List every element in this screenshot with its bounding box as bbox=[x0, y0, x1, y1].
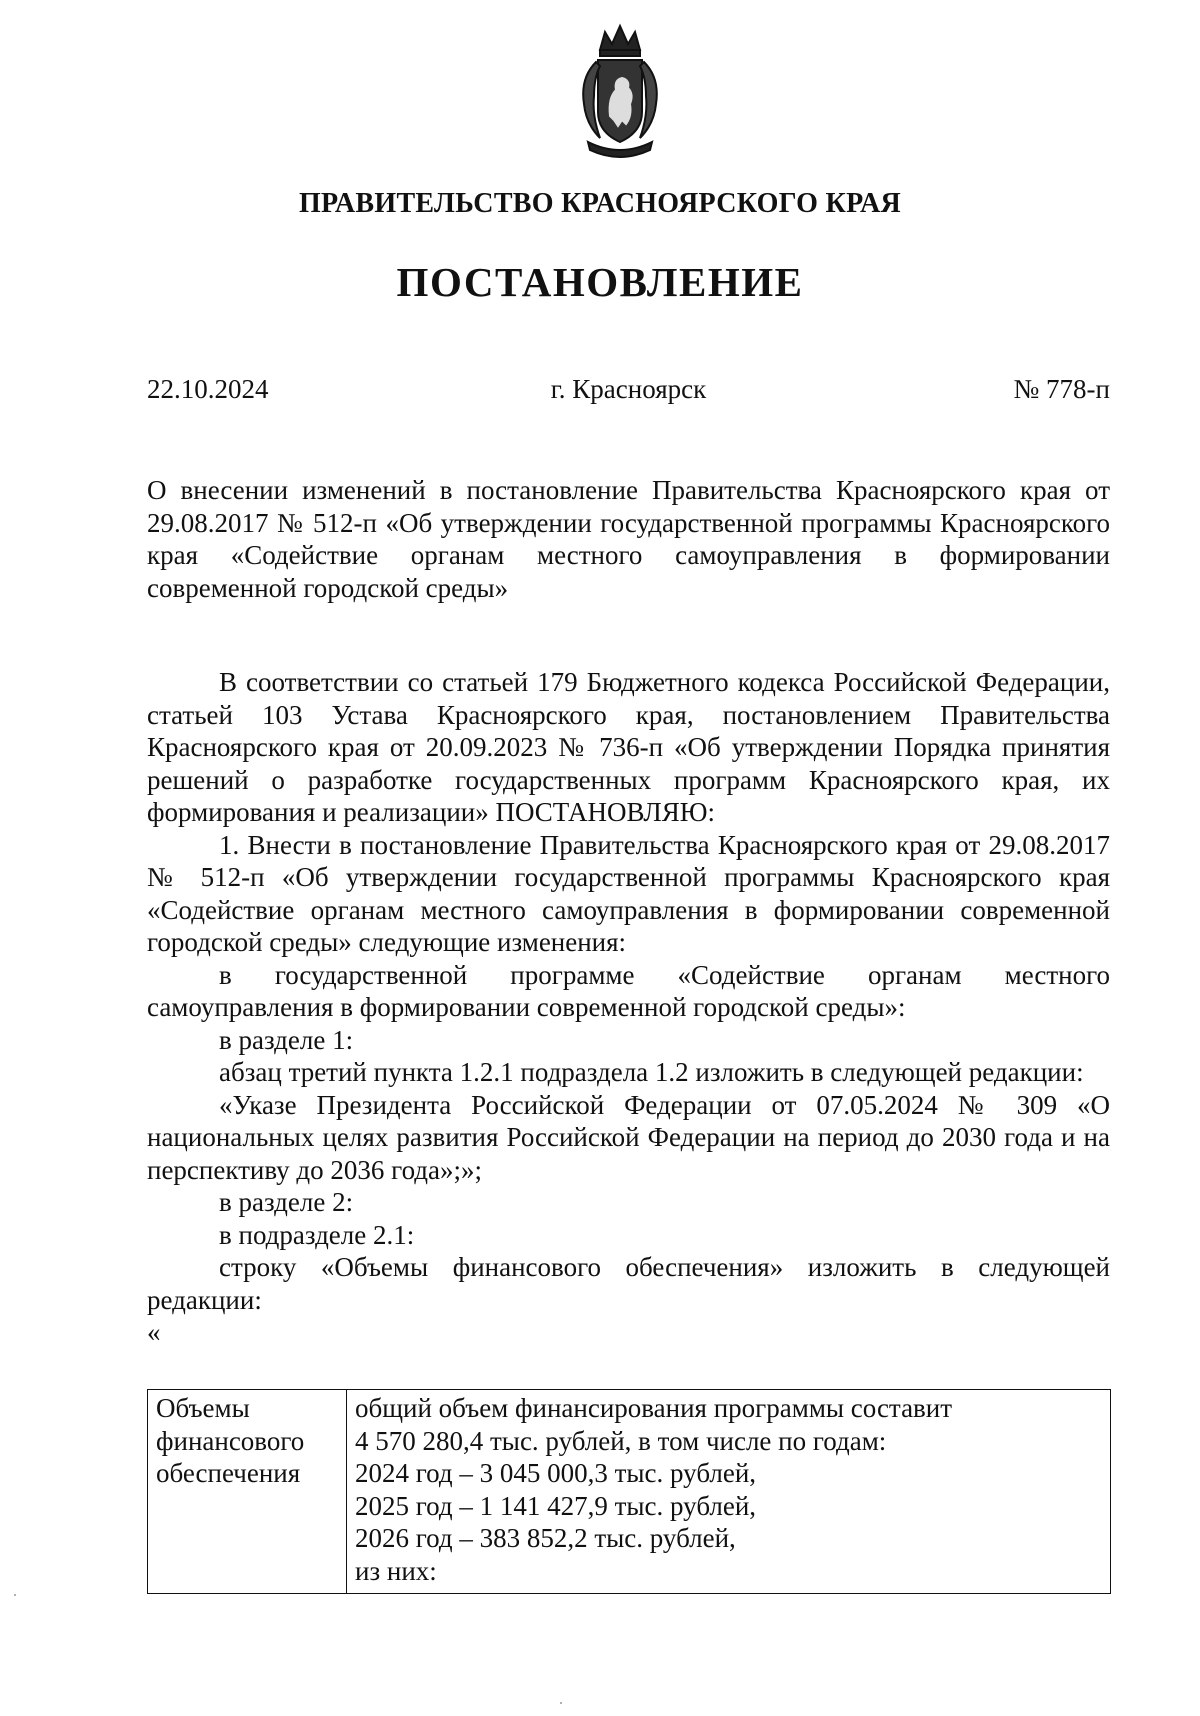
value-line: 4 570 280,4 тыс. рублей, в том числе по годам: bbox=[355, 1425, 887, 1456]
value-line: из них: bbox=[355, 1555, 437, 1586]
body-paragraph: «Указе Президента Российской Федерации от 07.05.2024 № 309 «О национальных целях развития Российской Федерации на период до 2030 года и на перспективу до 2036 года»;»; bbox=[147, 1089, 1110, 1185]
financing-label-cell bbox=[148, 1390, 347, 1594]
value-line: 2026 год – 383 852,2 тыс. рублей, bbox=[355, 1523, 736, 1553]
value-line: 2024 год – 3 045 000,3 тыс. рублей, bbox=[355, 1458, 757, 1488]
value-line: 2025 год – 1 141 427,9 тыс. рублей, bbox=[355, 1490, 757, 1521]
body-paragraph: В соответствии со статьей 179 Бюджетного кодекса Российской Федерации, статьей 103 Устава Красноярского края, постановлением Правительства Красноярского края от 20.09.2023 № 736-п «Об утверждении Порядка принятия решений о разработке государственных программ Красноярского края, их формирования и реализации» ПОСТАНОВЛЯЮ: bbox=[147, 667, 1110, 827]
quote-open-mark: « bbox=[147, 1317, 161, 1347]
document-city: г. Красноярск bbox=[550, 374, 707, 404]
body-paragraph: в подразделе 2.1: bbox=[219, 1219, 415, 1250]
body-paragraph: строку «Объемы финансового обеспечения» изложить в следующей редакции: bbox=[147, 1252, 1110, 1315]
body-paragraph: в государственной программе «Содействие органам местного самоуправления в формировании современной городской среды»: bbox=[147, 959, 1110, 1022]
document-body bbox=[147, 666, 1110, 1349]
body-paragraph: абзац третий пункта 1.2.1 подраздела 1.2 изложить в следующей редакции: bbox=[219, 1057, 1084, 1087]
financing-value-cell bbox=[347, 1390, 1111, 1594]
scan-speck bbox=[560, 1702, 562, 1704]
body-paragraph: в разделе 1: bbox=[219, 1024, 354, 1055]
scan-speck bbox=[14, 1594, 16, 1596]
body-paragraph: в разделе 2: bbox=[219, 1187, 354, 1217]
label-line: Объемы bbox=[156, 1393, 250, 1423]
document-type-title: ПОСТАНОВЛЕНИЕ bbox=[396, 259, 804, 305]
body-paragraph: 1. Внести в постановление Правительства Красноярского края от 29.08.2017 № 512-п «Об утверждении государственной программы Красноярского края «Содействие органам местного самоуправления в формировании современной городской среды» следующие изменения: bbox=[147, 829, 1110, 957]
document-subject: О внесении изменений в постановление Правительства Красноярского края от 29.08.2017 № 512-п «Об утверждении государственной программы Красноярского края «Содействие органам местного самоуправления в формировании современной городской среды» bbox=[147, 475, 1110, 603]
document-date: 22.10.2024 bbox=[147, 374, 269, 404]
government-name: ПРАВИТЕЛЬСТВО КРАСНОЯРСКОГО КРАЯ bbox=[298, 188, 902, 219]
document-number: № 778-п bbox=[1013, 374, 1110, 404]
value-line: общий объем финансирования программы составит bbox=[355, 1393, 953, 1423]
label-line: финансового bbox=[156, 1425, 305, 1456]
label-line: обеспечения bbox=[156, 1458, 301, 1488]
table-row bbox=[148, 1390, 1111, 1594]
krasnoyarsk-krai-coat-of-arms-icon bbox=[570, 20, 670, 162]
financing-table bbox=[147, 1389, 1111, 1594]
